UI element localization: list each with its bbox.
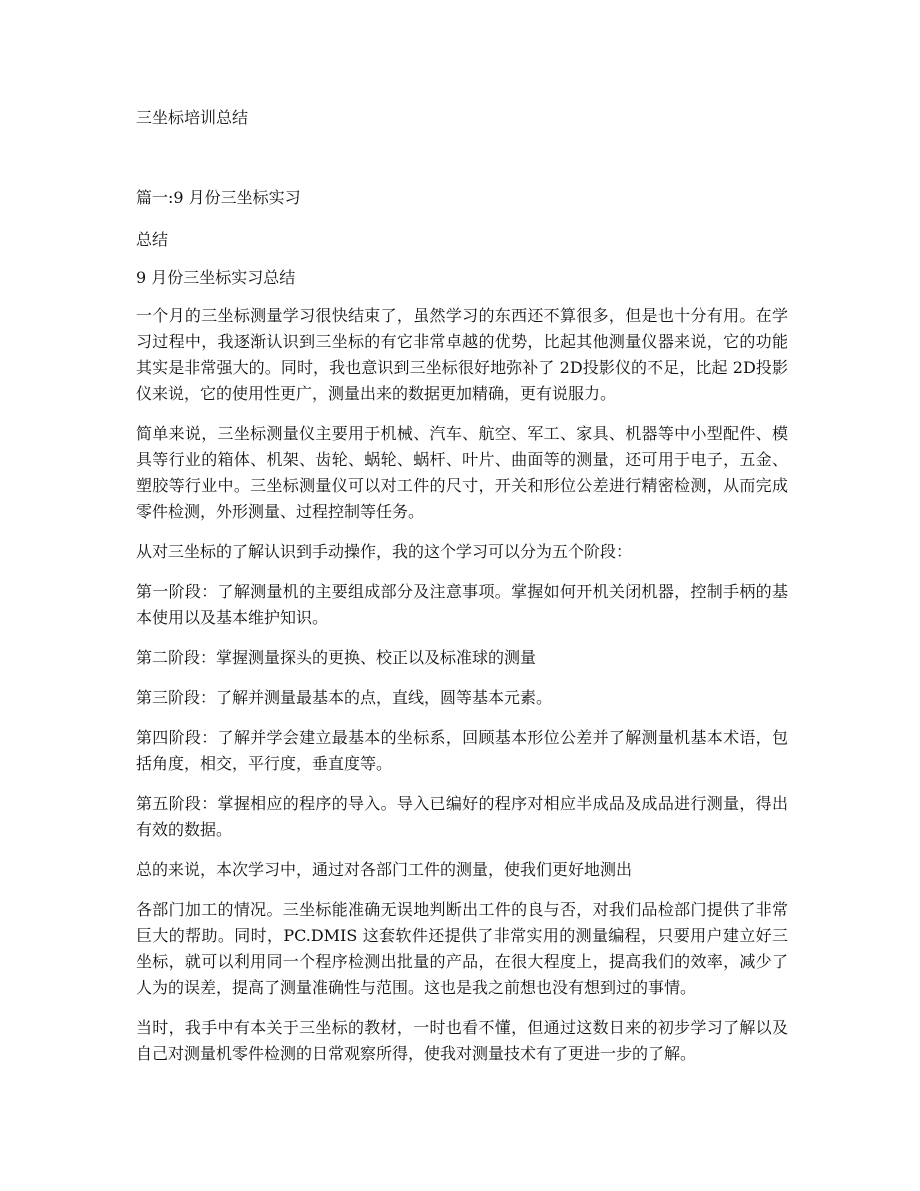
paragraph: 各部门加工的情况。三坐标能准确无误地判断出工件的良与否，对我们品检部门提供了非常巨大的帮助。同时，PC.DMIS 这套软件还提供了非常实用的测量编程，只要用户建立好三坐标，就可以利用同一个程序检测出批量的产品，在很大程度上，提高我们的效率，减少了人为的误差，提高了测量准确性与范围。这也是我之前想也没有想到过的事情。 <box>136 900 788 997</box>
paragraph: 第五阶段：掌握相应的程序的导入。导入已编好的程序对相应半成品及成品进行测量，得出有效的数据。 <box>136 794 788 839</box>
paragraph: 第三阶段：了解并测量最基本的点，直线，圆等基本元素。 <box>136 688 553 707</box>
paragraph: 简单来说，三坐标测量仪主要用于机械、汽车、航空、军工、家具、机器等中小型配件、模具等行业的箱体、机架、齿轮、蜗轮、蜗杆、叶片、曲面等的测量，还可用于电子，五金、塑胶等行业中。三坐标测量仪可以对工件的尺寸，开关和形位公差进行精密检测，从而完成零件检测，外形测量、过程控制等任务。 <box>136 424 788 521</box>
paragraph: 第一阶段：了解测量机的主要组成部分及注意事项。掌握如何开机关闭机器，控制手柄的基本使用以及基本维护知识。 <box>136 582 788 627</box>
document-title: 三坐标培训总结 <box>136 108 249 127</box>
paragraph: 一个月的三坐标测量学习很快结束了，虽然学习的东西还不算很多，但是也十分有用。在学习过程中，我逐渐认识到三坐标的有它非常卓越的优势，比起其他测量仪器来说，它的功能其实是非常强大的。同时，我也意识到三坐标很好地弥补了 2D投影仪的不足，比起 2D投影仪来说，它的使用性更广，测量出来的数据更加精确，更有说服力。 <box>136 306 788 403</box>
document-subtitle: 9 月份三坐标实习总结 <box>136 268 296 287</box>
paragraph: 从对三坐标的了解认识到手动操作，我的这个学习可以分为五个阶段： <box>136 542 633 561</box>
paragraph: 总的来说，本次学习中，通过对各部门工件的测量，使我们更好地测出 <box>136 860 633 879</box>
paragraph: 第二阶段：掌握测量探头的更换、校正以及标准球的测量 <box>136 648 537 667</box>
document-body <box>136 303 788 1081</box>
paragraph: 第四阶段：了解并学会建立最基本的坐标系，回顾基本形位公差并了解测量机基本术语，包括角度，相交，平行度，垂直度等。 <box>136 728 788 773</box>
summary-label: 总结 <box>136 230 169 249</box>
paragraph: 当时，我手中有本关于三坐标的教材，一时也看不懂，但通过这数日来的初步学习了解以及自己对测量机零件检测的日常观察所得，使我对测量技术有了更进一步的了解。 <box>136 1018 788 1063</box>
section-heading: 篇一:9 月份三坐标实习 <box>136 188 301 207</box>
